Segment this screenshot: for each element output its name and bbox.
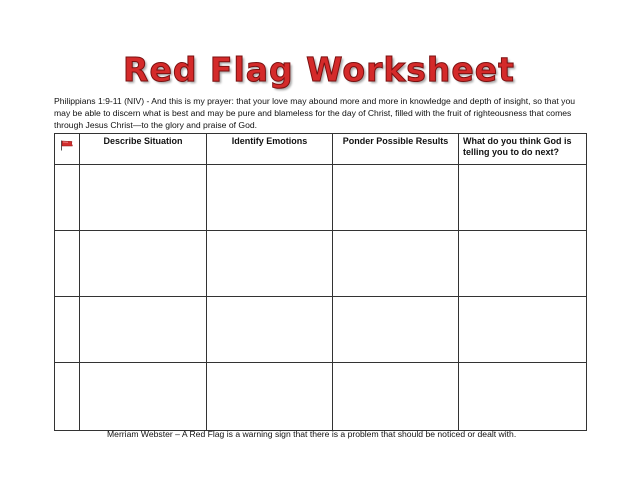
definition-footer: Merriam Webster – A Red Flag is a warning sign that there is a problem that should be noticed or dealt with. — [107, 429, 517, 439]
emotions-cell[interactable] — [207, 231, 333, 297]
situation-cell[interactable] — [80, 363, 207, 431]
row-marker-cell — [55, 297, 80, 363]
header-god-telling: What do you think God is telling you to do next? — [459, 134, 587, 165]
worksheet-table — [54, 133, 587, 431]
results-cell[interactable] — [333, 231, 459, 297]
next-step-cell[interactable] — [459, 363, 587, 431]
emotions-cell[interactable] — [207, 363, 333, 431]
results-cell[interactable] — [333, 165, 459, 231]
results-cell[interactable] — [333, 363, 459, 431]
row-marker-cell — [55, 231, 80, 297]
scripture-verse: Philippians 1:9-11 (NIV) - And this is my prayer: that your love may abound more and more in knowledge and depth of insight, so that you may be able to discern what is best and may be pure and blameless for the day of Christ, filled with the fruit of righteousness that comes through Jesus Christ—to the glory and praise of God. — [54, 96, 575, 130]
table-row — [55, 231, 587, 297]
row-marker-cell — [55, 165, 80, 231]
header-identify-emotions: Identify Emotions — [207, 134, 333, 165]
worksheet-title: Red Flag Worksheet — [123, 50, 515, 89]
header-describe-situation: Describe Situation — [80, 134, 207, 165]
situation-cell[interactable] — [80, 165, 207, 231]
table-row — [55, 165, 587, 231]
next-step-cell[interactable] — [459, 165, 587, 231]
table-row — [55, 363, 587, 431]
situation-cell[interactable] — [80, 231, 207, 297]
next-step-cell[interactable] — [459, 231, 587, 297]
red-flag-icon — [60, 140, 74, 154]
results-cell[interactable] — [333, 297, 459, 363]
row-marker-cell — [55, 363, 80, 431]
flag-header-cell — [55, 134, 80, 165]
emotions-cell[interactable] — [207, 297, 333, 363]
header-row — [55, 134, 587, 165]
emotions-cell[interactable] — [207, 165, 333, 231]
situation-cell[interactable] — [80, 297, 207, 363]
header-ponder-results: Ponder Possible Results — [333, 134, 459, 165]
table-row — [55, 297, 587, 363]
next-step-cell[interactable] — [459, 297, 587, 363]
